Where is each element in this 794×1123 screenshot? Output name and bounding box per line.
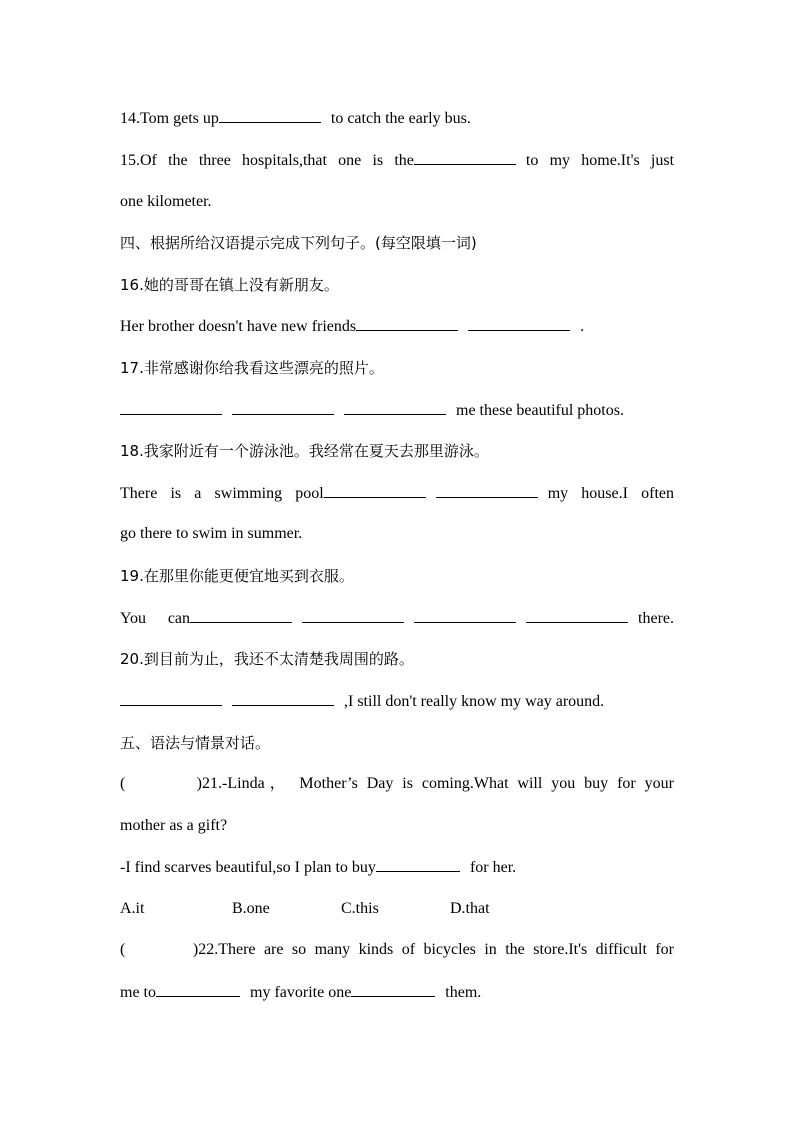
q21-option-d[interactable]: D.that: [450, 900, 490, 917]
section-5-title: 五、语法与情景对话。: [120, 734, 271, 752]
q21-continuation: mother as a gift?: [120, 817, 228, 834]
q17-chinese: 17.非常感谢你给我看这些漂亮的照片。: [120, 359, 384, 377]
question-15: [120, 150, 674, 171]
q22-blank-1[interactable]: [156, 982, 240, 997]
q22-answer-line: [120, 982, 674, 1003]
q16-chinese: 16.她的哥哥在镇上没有新朋友。: [120, 276, 339, 294]
q18-answer-line: [120, 483, 674, 504]
question-21: [120, 774, 674, 794]
question-14: [120, 108, 674, 129]
q21-option-b[interactable]: B.one: [232, 900, 270, 917]
q21-option-a[interactable]: A.it: [120, 900, 145, 917]
q21-option-c[interactable]: C.this: [341, 900, 379, 917]
q22-text-after: them.: [445, 984, 482, 1001]
q19-text-after: there.: [638, 610, 674, 627]
q14-text-after: to catch the early bus.: [330, 110, 471, 127]
q21-blank[interactable]: [376, 857, 460, 872]
q19-blank-3[interactable]: [414, 608, 516, 623]
q15-text-before: 15.Of the three hospitals,that one is the: [120, 152, 414, 169]
question-22: [120, 940, 674, 960]
q20-answer-line: [120, 691, 674, 712]
q22-blank-2[interactable]: [351, 982, 435, 997]
q17-blank-1[interactable]: [120, 400, 222, 415]
q19-blank-4[interactable]: [526, 608, 628, 623]
q18-blank-1[interactable]: [324, 483, 426, 498]
q16-blank-1[interactable]: [356, 316, 458, 331]
q20-text-after: ,I still don't really know my way around.: [344, 693, 605, 710]
q19-answer-line: [120, 608, 674, 629]
q16-text-before: Her brother doesn't have new friends: [120, 318, 357, 335]
q22-text-before: me to: [120, 984, 156, 1001]
q14-blank[interactable]: [219, 108, 321, 123]
q20-blank-1[interactable]: [120, 691, 222, 706]
q17-text-after: me these beautiful photos.: [456, 402, 624, 419]
q15-continuation: one kilometer.: [120, 193, 212, 210]
q19-blank-1[interactable]: [190, 608, 292, 623]
q17-blank-2[interactable]: [232, 400, 334, 415]
q22-answer-paren[interactable]: ( ): [120, 941, 199, 958]
q21-text: 21.-Linda， Mother’s Day is coming.What will you buy for your: [202, 775, 674, 792]
q19-chinese: 19.在那里你能更便宜地买到衣服。: [120, 567, 354, 585]
q21-text-before: -I find scarves beautiful,so I plan to buy: [120, 859, 376, 876]
q18-text-before: There is a swimming pool: [120, 485, 324, 502]
q16-answer-line: [120, 316, 674, 337]
q20-blank-2[interactable]: [232, 691, 334, 706]
q19-blank-2[interactable]: [302, 608, 404, 623]
q22-text-middle: my favorite one: [250, 984, 352, 1001]
section-4-title: 四、根据所给汉语提示完成下列句子。(每空限填一词): [120, 234, 477, 252]
q18-text-after: my house.I often: [547, 485, 674, 502]
q18-continuation: go there to swim in summer.: [120, 525, 303, 542]
q20-chinese: 20.到目前为止，我还不太清楚我周围的路。: [120, 650, 414, 668]
q16-blank-2[interactable]: [468, 316, 570, 331]
q18-chinese: 18.我家附近有一个游泳池。我经常在夏天去那里游泳。: [120, 442, 489, 460]
q15-text-after: to my home.It's just: [525, 152, 675, 169]
q16-text-after: .: [580, 318, 585, 335]
q17-answer-line: [120, 400, 674, 421]
q22-text: 22.There are so many kinds of bicycles in the store.It's difficult for: [198, 941, 674, 958]
q21-response-line: [120, 857, 674, 878]
q15-blank[interactable]: [414, 150, 516, 165]
q17-blank-3[interactable]: [344, 400, 446, 415]
q14-text-before: 14.Tom gets up: [120, 110, 219, 127]
q21-text-after: for her.: [469, 859, 517, 876]
q18-blank-2[interactable]: [436, 483, 538, 498]
q19-text-before: You can: [120, 610, 191, 627]
q21-answer-paren[interactable]: ( ): [120, 775, 203, 792]
